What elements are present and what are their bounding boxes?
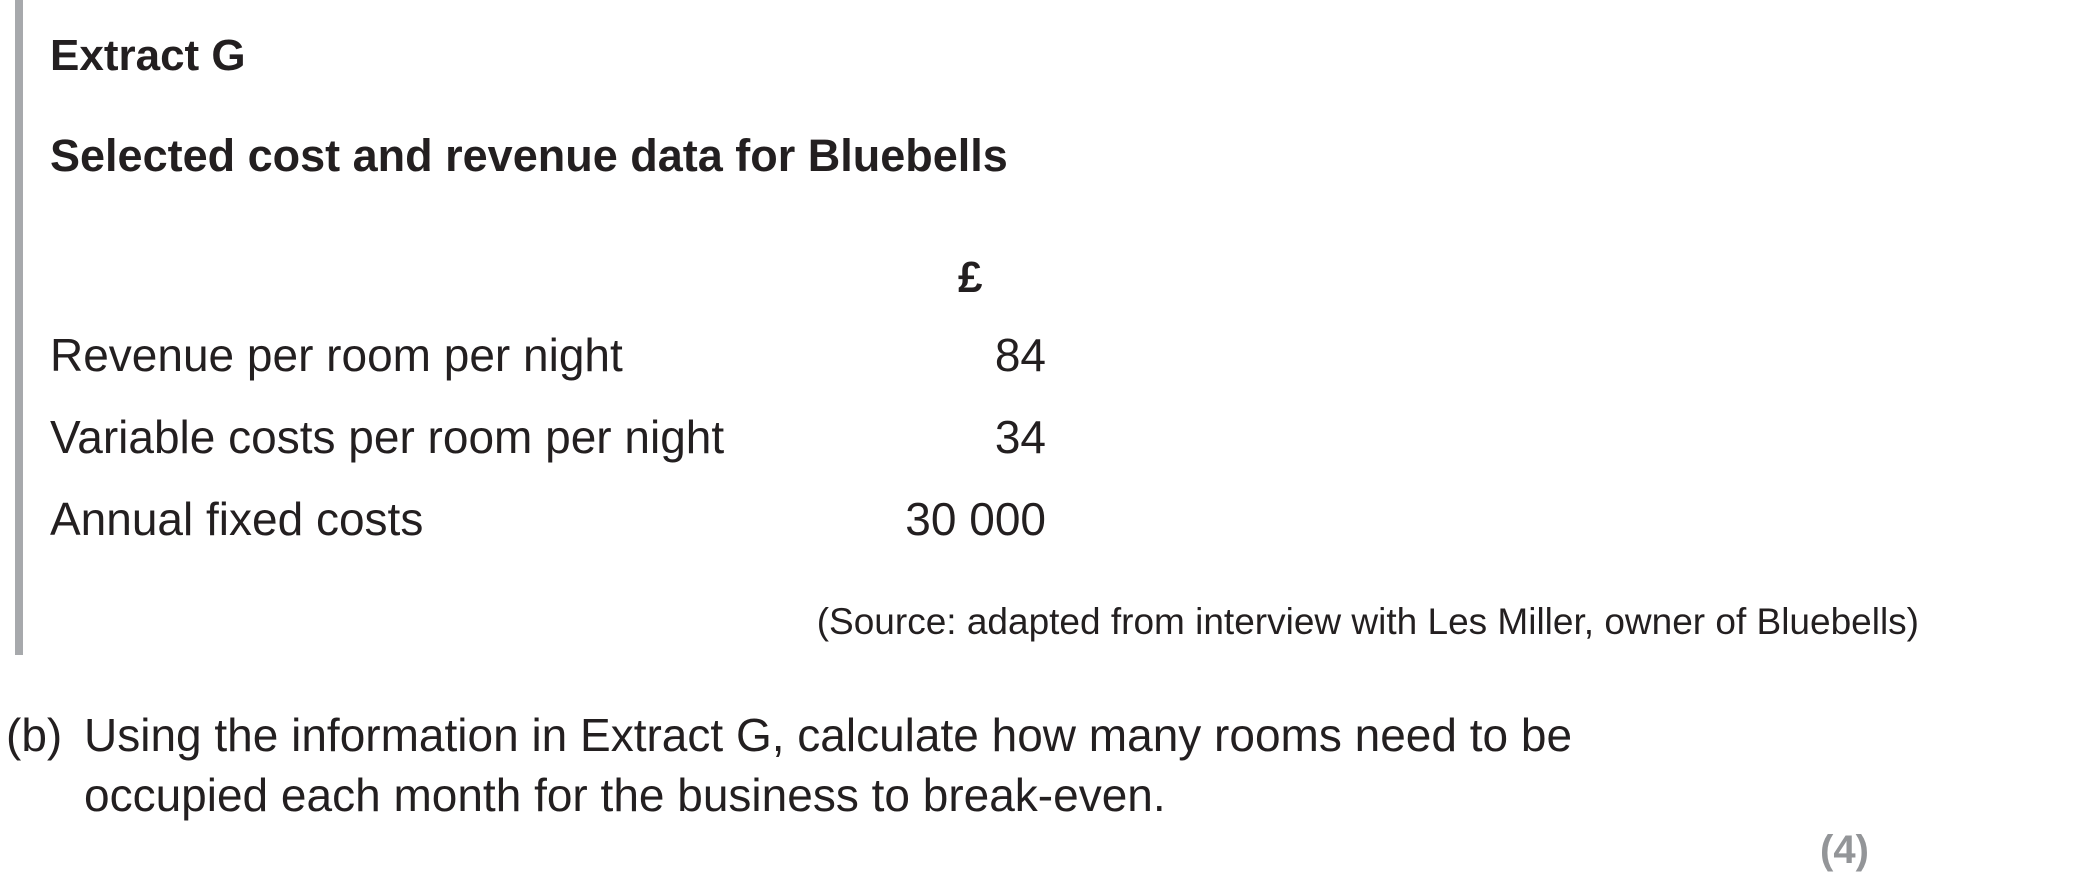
question-line-2: occupied each month for the business to break-even. bbox=[84, 769, 1166, 821]
row-value: 30 000 bbox=[905, 493, 1046, 545]
question-marker: (b) bbox=[6, 709, 63, 761]
row-label: Variable costs per room per night bbox=[50, 411, 725, 463]
question-line-1: Using the information in Extract G, calculate how many rooms need to be bbox=[84, 709, 1573, 761]
table-row bbox=[50, 327, 1050, 409]
source-note: (Source: adapted from interview with Les Miller, owner of Bluebells) bbox=[816, 601, 1919, 642]
extract-sidebar-rule bbox=[15, 0, 23, 655]
currency-column-header: £ bbox=[958, 253, 983, 302]
cost-revenue-table bbox=[50, 327, 1050, 573]
question-text bbox=[84, 705, 1684, 825]
marks-allocation: (4) bbox=[1820, 828, 1869, 872]
table-row bbox=[50, 491, 1050, 573]
row-value: 84 bbox=[994, 329, 1046, 381]
row-label: Revenue per room per night bbox=[50, 329, 623, 381]
extract-heading: Selected cost and revenue data for Bluebells bbox=[50, 130, 1008, 181]
extract-title: Extract G bbox=[50, 31, 246, 80]
row-value: 34 bbox=[994, 411, 1046, 463]
row-label: Annual fixed costs bbox=[50, 493, 424, 545]
table-row bbox=[50, 409, 1050, 491]
